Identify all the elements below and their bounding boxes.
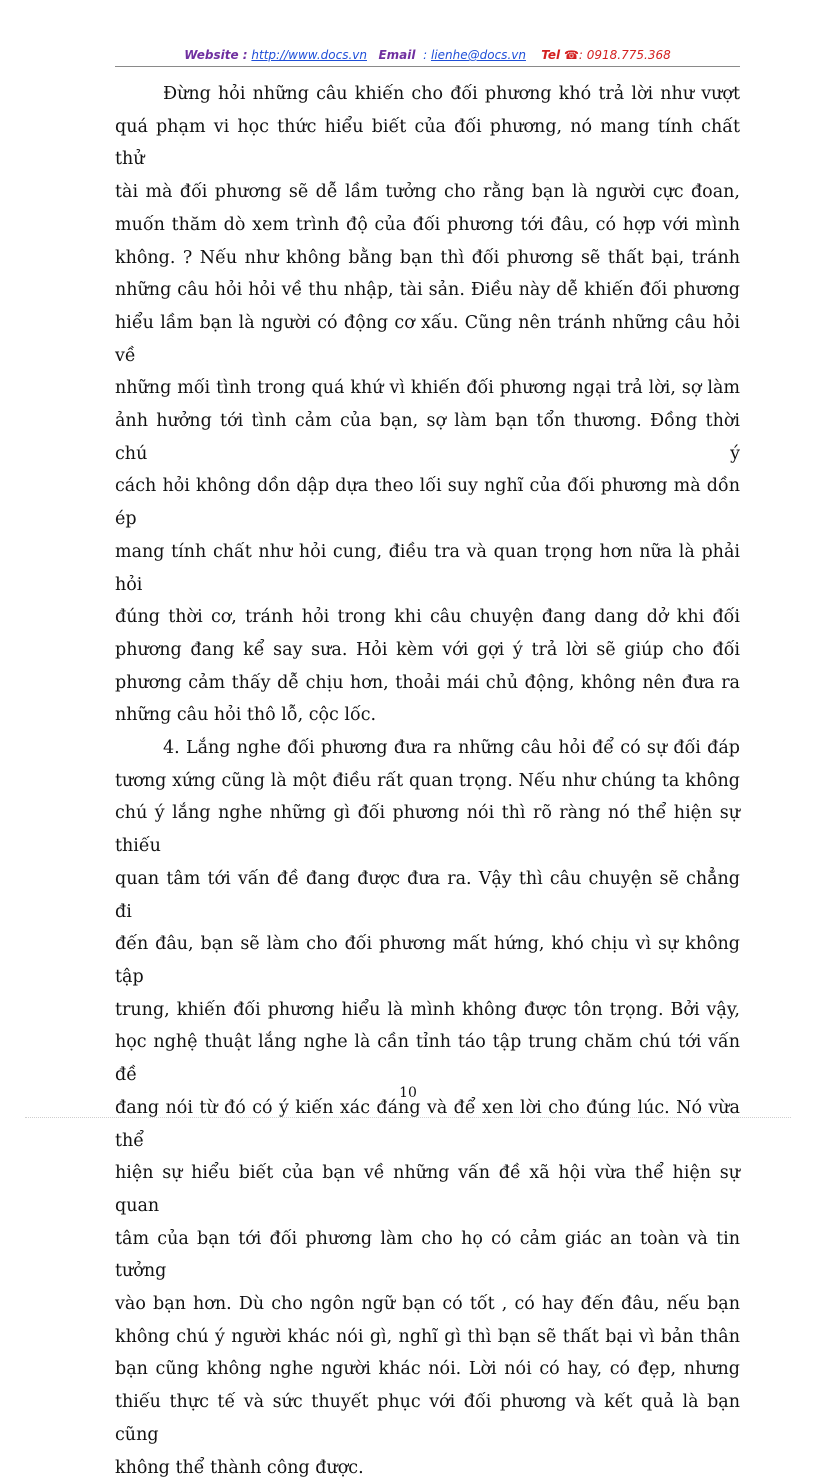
tel-label: Tel bbox=[541, 48, 561, 62]
text-line: những câu hỏi hỏi về thu nhập, tài sản. Điều này dễ khiến đối phương bbox=[115, 280, 740, 301]
text-line: không. ? Nếu như không bằng bạn thì đối phương sẽ thất bại, tránh bbox=[115, 247, 740, 268]
text-line: phương đang kể say sưa. Hỏi kèm với gợi ý trả lời sẽ giúp cho đối bbox=[115, 639, 740, 660]
document-body bbox=[115, 78, 740, 1484]
website-label: Website : bbox=[184, 48, 248, 62]
text-line: những mối tình trong quá khứ vì khiến đối phương ngại trả lời, sợ làm bbox=[115, 378, 740, 399]
text-line: Đừng hỏi những câu khiến cho đối phương khó trả lời như vượt bbox=[163, 84, 740, 104]
text-line: học nghệ thuật lắng nghe là cần tỉnh táo tập trung chăm chú tới vấn đề bbox=[115, 1032, 740, 1086]
footer-dotted-rule bbox=[25, 1117, 791, 1118]
paragraph-2 bbox=[115, 732, 740, 1484]
text-line: thiếu thực tế và sức thuyết phục với đối phương và kết quả là bạn cũng bbox=[115, 1392, 740, 1445]
page-header bbox=[115, 48, 740, 62]
text-line: trung, khiến đối phương hiểu là mình không được tôn trọng. Bởi vậy, bbox=[115, 999, 740, 1020]
text-line: đang nói từ đó có ý kiến xác đáng và để xen lời cho đúng lúc. Nó vừa thể bbox=[115, 1097, 740, 1151]
text-line: quá phạm vi học thức hiểu biết của đối phương, nó mang tính chất thử bbox=[115, 116, 740, 170]
paragraph-1 bbox=[115, 78, 740, 732]
text-line: tâm của bạn tới đối phương làm cho họ có cảm giác an toàn và tin tưởng bbox=[115, 1228, 740, 1282]
header-rule bbox=[115, 66, 740, 67]
text-line: 4. Lắng nghe đối phương đưa ra những câu hỏi để có sự đối đáp bbox=[163, 738, 740, 759]
text-line: quan tâm tới vấn đề đang được đưa ra. Vậy thì câu chuyện sẽ chẳng đi bbox=[115, 868, 740, 922]
email-link[interactable]: lienhe@docs.vn bbox=[430, 48, 526, 62]
text-line: đến đâu, bạn sẽ làm cho đối phương mất hứng, khó chịu vì sự không tập bbox=[115, 934, 740, 987]
page-number: 10 bbox=[399, 1085, 417, 1101]
text-line: hiện sự hiểu biết của bạn về những vấn đề xã hội vừa thể hiện sự quan bbox=[115, 1163, 740, 1216]
email-label: Email bbox=[378, 48, 416, 62]
text-line: đúng thời cơ, tránh hỏi trong khi câu chuyện đang dang dở khi đối bbox=[115, 607, 740, 628]
text-line: phương cảm thấy dễ chịu hơn, thoải mái chủ động, không nên đưa ra bbox=[115, 672, 740, 693]
text-line: mang tính chất như hỏi cung, điều tra và quan trọng hơn nữa là phải hỏi bbox=[115, 541, 740, 595]
text-line: chú ý lắng nghe những gì đối phương nói thì rõ ràng nó thể hiện sự thiếu bbox=[115, 803, 740, 857]
phone-number: : 0918.775.368 bbox=[578, 48, 671, 62]
text-line: không thể thành công được. bbox=[115, 1457, 364, 1478]
text-line: không chú ý người khác nói gì, nghĩ gì thì bạn sẽ thất bại vì bản thân bbox=[115, 1326, 740, 1347]
text-line: tương xứng cũng là một điều rất quan trọng. Nếu như chúng ta không bbox=[115, 770, 740, 791]
text-line: muốn thăm dò xem trình độ của đối phương tới đâu, có hợp với mình bbox=[115, 214, 740, 235]
text-line: hiểu lầm bạn là người có động cơ xấu. Cũng nên tránh những câu hỏi về bbox=[115, 312, 740, 366]
text-line: cách hỏi không dồn dập dựa theo lối suy nghĩ của đối phương mà dồn ép bbox=[115, 476, 740, 530]
text-line: vào bạn hơn. Dù cho ngôn ngữ bạn có tốt , có hay đến đâu, nếu bạn bbox=[115, 1294, 740, 1315]
phone-icon: ☎ bbox=[563, 48, 579, 62]
email-separator: : bbox=[423, 48, 428, 62]
text-line: những câu hỏi thô lỗ, cộc lốc. bbox=[115, 705, 377, 726]
text-line: ảnh hưởng tới tình cảm của bạn, sợ làm bạn tổn thương. Đồng thời chú ý bbox=[115, 411, 740, 464]
text-line: tài mà đối phương sẽ dễ lầm tưởng cho rằng bạn là người cực đoan, bbox=[115, 182, 740, 203]
website-link[interactable]: http://www.docs.vn bbox=[251, 48, 367, 62]
text-line: bạn cũng không nghe người khác nói. Lời nói có hay, có đẹp, nhưng bbox=[115, 1359, 740, 1380]
